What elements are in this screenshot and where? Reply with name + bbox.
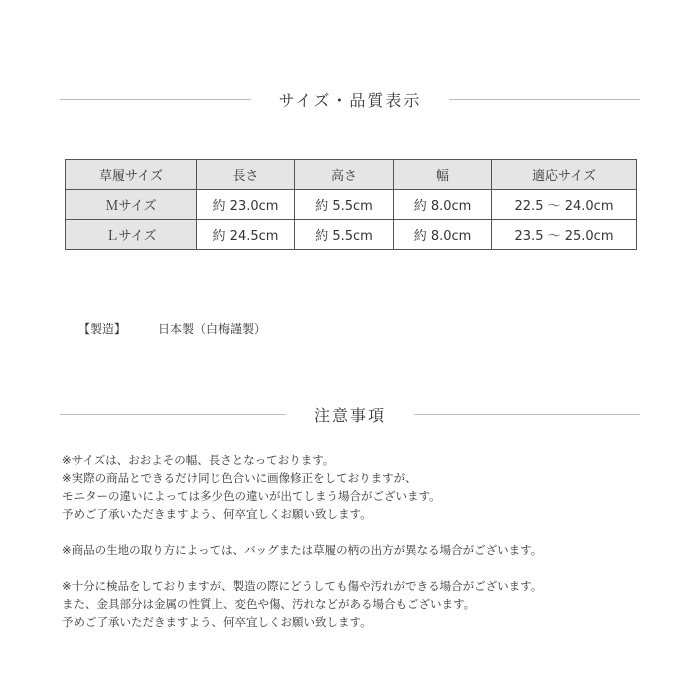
cell-height: 約 5.5cm — [295, 190, 394, 220]
note-line: ※サイズは、おおよその幅、長さとなっております。 — [62, 453, 335, 467]
note-line: 予めご了承いただきますよう、何卒宜しくお願い致します。 — [62, 615, 372, 629]
cell-length: 約 24.5cm — [197, 220, 295, 250]
cell-width: 約 8.0cm — [394, 190, 492, 220]
header-height: 高さ — [295, 160, 394, 190]
size-section-title: サイズ・品質表示 — [278, 90, 422, 110]
row-size-label: Ｍサイズ — [66, 190, 197, 220]
header-zori-size: 草履サイズ — [66, 160, 197, 190]
header-fit-size: 適応サイズ — [492, 160, 637, 190]
cell-fit-size: 23.5 ～ 25.0cm — [492, 220, 637, 250]
cell-height: 約 5.5cm — [295, 220, 394, 250]
notes-paragraph — [62, 451, 662, 523]
cell-fit-size: 22.5 ～ 24.0cm — [492, 190, 637, 220]
note-line: ※実際の商品とできるだけ同じ色合いに画像修正をしておりますが、 — [62, 471, 417, 485]
heading-rule-left — [60, 414, 286, 415]
manufacturing-value: 日本製（白梅謹製） — [158, 322, 267, 336]
note-line: また、金具部分は金属の性質上、変色や傷、汚れなどがある場合もございます。 — [62, 597, 476, 611]
heading-rule-left — [60, 99, 251, 100]
size-section-heading — [60, 87, 640, 111]
note-line: モニターの違いによっては多少色の違いが出てしまう場合がございます。 — [62, 489, 441, 503]
note-line: ※商品の生地の取り方によっては、バッグまたは草履の柄の出方が異なる場合がございます。 — [62, 543, 543, 557]
heading-rule-right — [414, 414, 640, 415]
header-length: 長さ — [197, 160, 295, 190]
notes-body — [62, 451, 662, 649]
cell-length: 約 23.0cm — [197, 190, 295, 220]
table-header-row — [66, 160, 637, 190]
note-line: ※十分に検品をしておりますが、製造の際にどうしても傷や汚れができる場合がございます。 — [62, 579, 543, 593]
heading-rule-right — [449, 99, 640, 100]
cell-width: 約 8.0cm — [394, 220, 492, 250]
table-row — [66, 190, 637, 220]
notes-section-heading — [60, 402, 640, 426]
size-table — [65, 159, 637, 250]
notes-section-title: 注意事項 — [314, 405, 387, 425]
note-line: 予めご了承いただきますよう、何卒宜しくお願い致します。 — [62, 507, 372, 521]
notes-paragraph — [62, 577, 662, 631]
header-width: 幅 — [394, 160, 492, 190]
manufacturing-label: 【製造】 — [78, 322, 127, 336]
table-row — [66, 220, 637, 250]
manufacturing-info — [78, 320, 266, 337]
row-size-label: Ｌサイズ — [66, 220, 197, 250]
notes-paragraph — [62, 541, 662, 559]
